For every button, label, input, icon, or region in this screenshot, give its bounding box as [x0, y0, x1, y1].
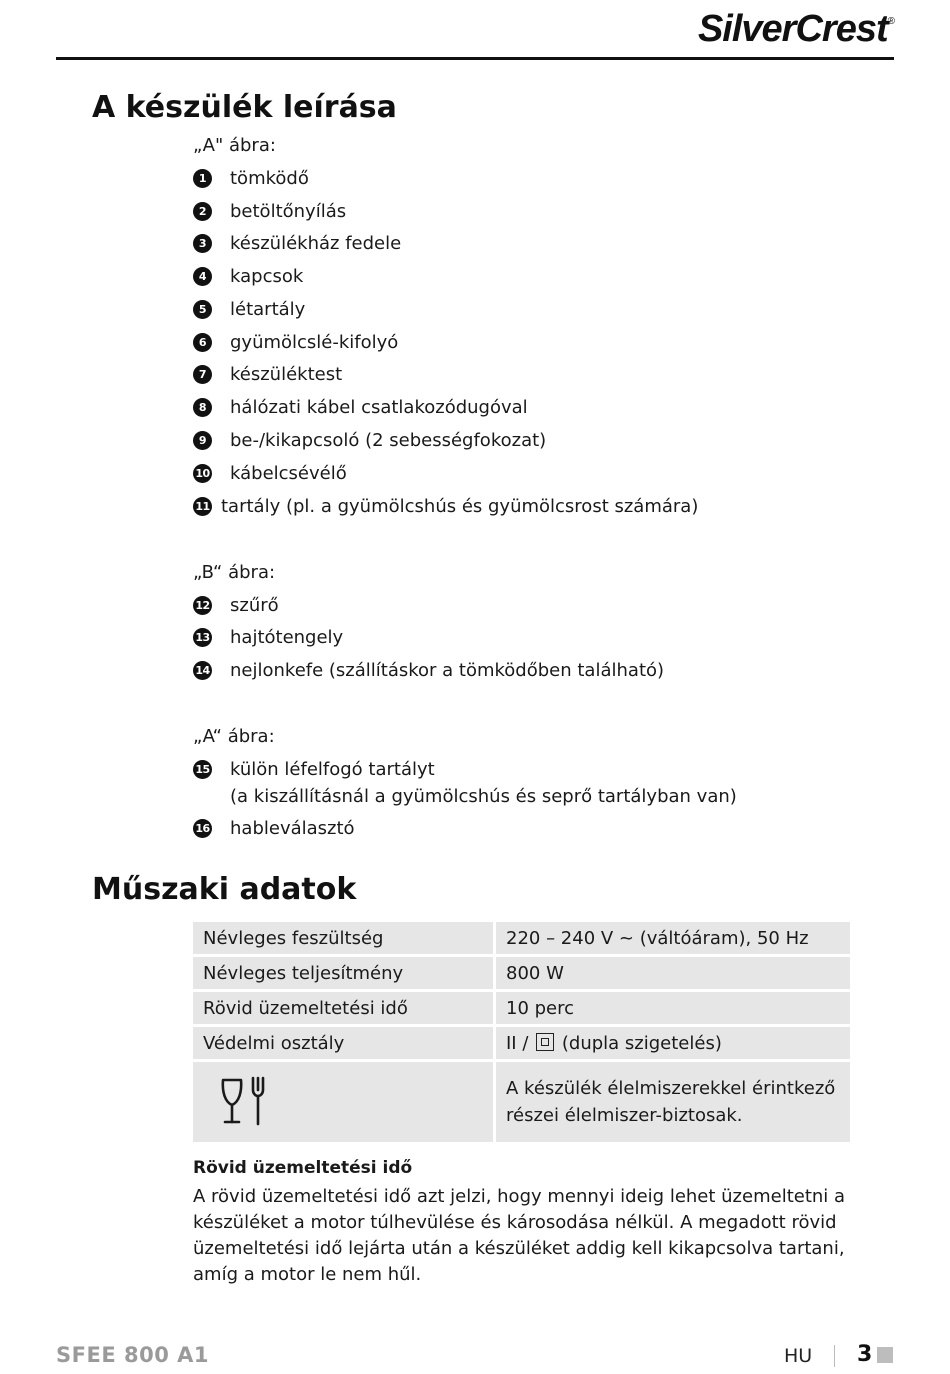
list-item	[193, 596, 279, 616]
list-item	[193, 497, 698, 517]
item-label: készülékház fedele	[230, 233, 402, 254]
item-label: kábelcsévélő	[230, 463, 347, 484]
page-marker	[877, 1347, 893, 1363]
item-label: be-/kikapcsoló (2 sebességfokozat)	[230, 430, 547, 451]
item-label-line1: külön léfelfogó tartályt	[230, 759, 435, 780]
list-item	[193, 267, 303, 287]
spec-value: 800 W	[496, 957, 850, 989]
footer-model: SFEE 800 A1	[56, 1343, 209, 1367]
item-number: 4	[193, 267, 212, 286]
header-rule	[56, 57, 894, 60]
item-number: 16	[193, 819, 212, 838]
spec-value	[496, 1027, 850, 1059]
note-heading: Rövid üzemeltetési idő	[193, 1158, 413, 1178]
list-item	[193, 300, 305, 320]
item-label: gyümölcslé-kifolyó	[230, 332, 399, 353]
item-number: 12	[193, 596, 212, 615]
item-label: hableválasztó	[230, 818, 355, 839]
list-item	[193, 169, 309, 189]
item-label: nejlonkefe (szállításkor a tömködőben található)	[230, 660, 665, 681]
item-number: 3	[193, 234, 212, 253]
table-row	[193, 1062, 850, 1142]
list-item	[193, 661, 664, 681]
item-number: 13	[193, 628, 212, 647]
item-number: 1	[193, 169, 212, 188]
food-safe-icon	[215, 1074, 275, 1130]
item-number: 15	[193, 760, 212, 779]
food-safe-cell	[193, 1062, 493, 1142]
spec-key: Névleges feszültség	[193, 922, 493, 954]
note-body: A rövid üzemeltetési idő azt jelzi, hogy mennyi ideig lehet üzemeltetni a készüléket a motor túlhevülése és károsodása nélkül. A megadott rövid üzemeltetési idő lejárta után a készüléket addig kell kikapcsolva tartani, amíg a motor le nem hűl.	[193, 1186, 846, 1285]
list-item	[193, 202, 346, 222]
item-label: szűrő	[230, 595, 279, 616]
list-item	[193, 333, 398, 353]
group-a2-heading: „A“ ábra:	[193, 726, 275, 747]
item-label: létartály	[230, 299, 306, 320]
page-number: 3	[857, 1342, 873, 1367]
item-number: 6	[193, 333, 212, 352]
list-item	[193, 760, 737, 807]
table-row	[193, 1027, 850, 1059]
spec-key: Névleges teljesítmény	[193, 957, 493, 989]
item-label: készüléktest	[230, 364, 343, 385]
item-label: tömködő	[230, 168, 309, 189]
table-row	[193, 922, 850, 954]
spec-key: Rövid üzemeltetési idő	[193, 992, 493, 1024]
brand-name: SilverCrest	[697, 8, 888, 50]
item-number: 9	[193, 431, 212, 450]
list-item	[193, 464, 347, 484]
list-item	[193, 819, 355, 839]
protection-class-note: (dupla szigetelés)	[561, 1032, 722, 1054]
section-title-specs: Műszaki adatok	[92, 872, 357, 907]
food-safe-text	[496, 1062, 850, 1142]
item-number: 11	[193, 497, 212, 516]
table-row	[193, 957, 850, 989]
item-number: 5	[193, 300, 212, 319]
list-item	[193, 628, 343, 648]
item-label: kapcsok	[230, 266, 304, 287]
item-number: 2	[193, 202, 212, 221]
footer-separator	[834, 1345, 835, 1367]
list-item	[193, 398, 528, 418]
item-label: hálózati kábel csatlakozódugóval	[230, 397, 528, 418]
table-row	[193, 992, 850, 1024]
list-item	[193, 234, 401, 254]
item-number: 10	[193, 464, 212, 483]
protection-class-value: II /	[506, 1032, 529, 1054]
item-label-line2: (a kiszállításnál a gyümölcshús és seprő tartályban van)	[230, 786, 737, 807]
item-label: betöltőnyílás	[230, 201, 347, 222]
specs-table	[190, 919, 853, 1145]
spec-key: Védelmi osztály	[193, 1027, 493, 1059]
item-number: 7	[193, 365, 212, 384]
item-label: tartály (pl. a gyümölcshús és gyümölcsrost számára)	[221, 496, 699, 517]
list-item	[193, 431, 546, 451]
double-insulation-icon	[536, 1033, 554, 1051]
group-a-heading: „A" ábra:	[193, 135, 276, 156]
item-label	[230, 760, 737, 807]
brand-logo	[698, 8, 894, 51]
registered-mark: ®	[887, 16, 894, 27]
spec-value: 10 perc	[496, 992, 850, 1024]
item-number: 14	[193, 661, 212, 680]
spec-value: 220 – 240 V ~ (váltóáram), 50 Hz	[496, 922, 850, 954]
section-title-description: A készülék leírása	[92, 90, 397, 125]
item-label: hajtótengely	[230, 627, 344, 648]
item-number: 8	[193, 398, 212, 417]
food-safe-line1: A készülék élelmiszerekkel érintkező	[506, 1078, 836, 1099]
food-safe-line2: részei élelmiszer-biztosak.	[506, 1105, 743, 1126]
group-b-heading: „B“ ábra:	[193, 562, 276, 583]
footer-language: HU	[784, 1345, 813, 1367]
list-item	[193, 365, 342, 385]
